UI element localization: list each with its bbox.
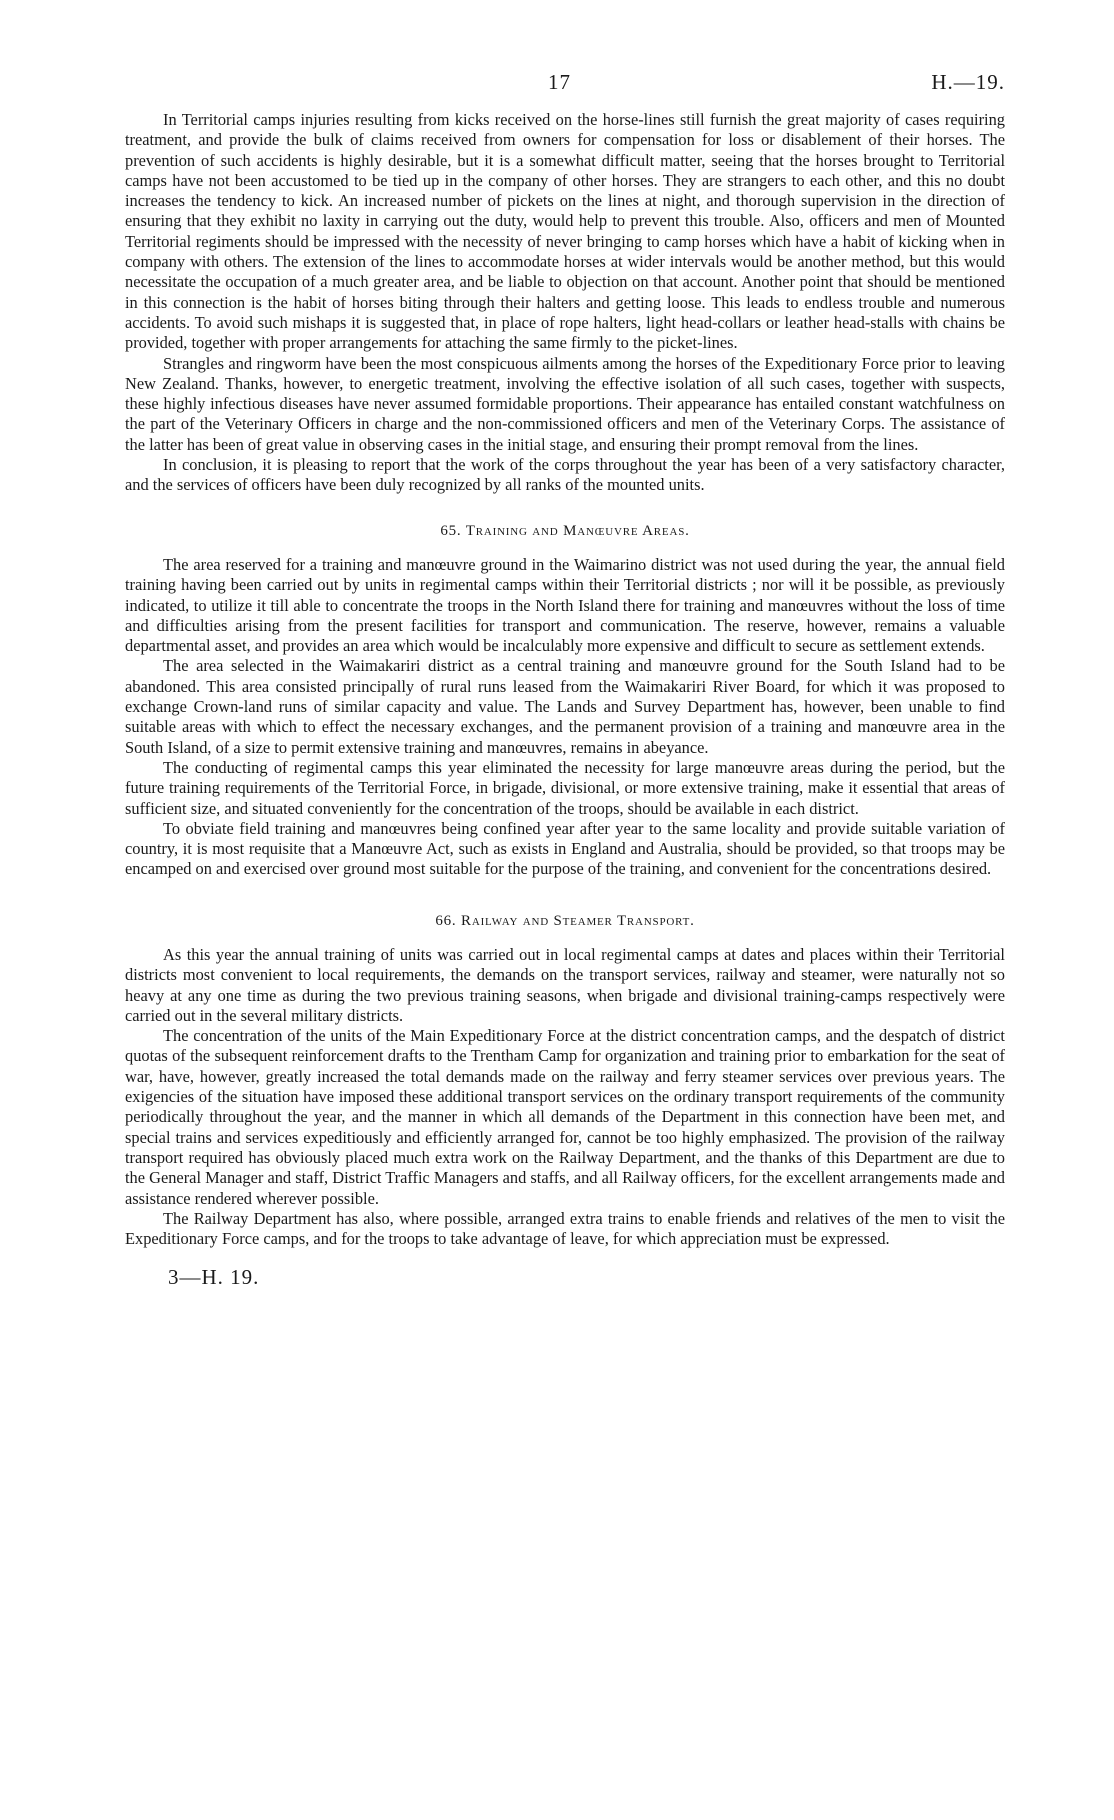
paragraph: The Railway Department has also, where possible, arranged extra trains to enable friends and relatives of the men to visit the Expeditionary Force camps, and for the troops to take advantage of leave, for which appreciation must be expressed. — [125, 1208, 1005, 1249]
intro-section — [125, 110, 1005, 496]
signature-code: 3—H. 19. — [168, 1265, 260, 1290]
paragraph: The area selected in the Waimakariri district as a central training and manœuvre ground for the South Island had to be abandoned. This area consisted principally of rural runs leased from the Waimakariri River Board, for which it was proposed to exchange Crown-land runs of similar capacity and value. The Lands and Survey Department has, however, been unable to find suitable areas with which to effect the necessary exchanges, and the permanent provision of a training and manœuvre area in the South Island, of a size to permit extensive training and manœuvres, remains in abeyance. — [125, 656, 1005, 757]
paragraph: Strangles and ringworm have been the most conspicuous ailments among the horses of the Expeditionary Force prior to leaving New Zealand. Thanks, however, to energetic treatment, involving the effective isolation of all such cases, together with suspects, these highly infectious diseases have never assumed formidable proportions. Their appearance has entailed constant watchfulness on the part of the Veterinary Officers in charge and the non-commissioned officers and men of the Veterinary Corps. The assistance of the latter has been of great value in observing cases in the initial stage, and ensuring their prompt removal from the lines. — [125, 353, 1005, 454]
document-code: H.—19. — [931, 70, 1005, 94]
paragraph: The area reserved for a training and manœuvre ground in the Waimarino district was not used during the year, the annual field training having been carried out by units in regimental camps within their Territorial districts ; nor will it be possible, as previously indicated, to utilize it till able to concentrate the troops in the North Island there for training and manœuvres without the loss of time and difficulties arising from the present facilities for transport and communication. The reserve, however, remains a valuable departmental asset, and provides an area which would be incalculably more expensive and difficult to secure as settlement extends. — [125, 554, 1005, 656]
section-66 — [125, 911, 1005, 1250]
section-65 — [125, 521, 1005, 880]
section-heading: 66. Railway and Steamer Transport. — [435, 912, 695, 929]
paragraph: In Territorial camps injuries resulting from kicks received on the horse-lines still furnish the great majority of cases requiring treatment, and provide the bulk of claims received from owners for compensation for loss or disablement of their horses. The prevention of such accidents is highly desirable, but it is a somewhat difficult matter, seeing that the horses brought to Territorial camps have not been accustomed to be tied up in the company of other horses. They are strangers to each other, and this no doubt increases the tendency to kick. An increased number of pickets on the lines at night, and thorough supervision in the direction of ensuring that they exhibit no laxity in carrying out the duty, would help to prevent this trouble. Also, officers and men of Mounted Territorial regiments should be impressed with the necessity of never bringing to camp horses which have a habit of kicking when in company with others. The extension of the lines to accommodate horses at wider intervals would be another method, but this would necessitate the occupation of a much greater area, and be liable to objection on that account. Another point that should be mentioned in this connection is the habit of horses biting through their halters and getting loose. This leads to endless trouble and numerous accidents. To avoid such mishaps it is suggested that, in place of rope halters, light head-collars or leather head-stalls with chains be provided, together with proper arrangements for attaching the same firmly to the picket-lines. — [125, 110, 1005, 353]
page-number: 17 — [548, 70, 571, 94]
paragraph: As this year the annual training of units was carried out in local regimental camps at dates and places within their Territorial districts most convenient to local requirements, the demands on the transport services, railway and steamer, were naturally not so heavy at any one time as during the two previous training seasons, when brigade and divisional training-camps respectively were carried out in the several military districts. — [125, 944, 1005, 1025]
section-heading: 65. Training and Manœuvre Areas. — [440, 522, 690, 539]
paragraph: To obviate field training and manœuvres being confined year after year to the same locality and provide suitable variation of country, it is most requisite that a Manœuvre Act, such as exists in England and Australia, should be provided, so that troops may be encamped on and exercised over ground most suitable for the purpose of the training, and convenient for the concentrations desired. — [125, 818, 1005, 879]
paragraph: The concentration of the units of the Main Expeditionary Force at the district concentration camps, and the despatch of district quotas of the subsequent reinforcement drafts to the Trentham Camp for organization and training prior to embarkation for the seat of war, have, however, greatly increased the total demands made on the railway and ferry steamer services over previous years. The exigencies of the situation have imposed these additional transport services on the ordinary transport requirements of the community periodically throughout the year, and the manner in which all demands of the Department in this connection have been met, and special trains and services expeditiously and efficiently arranged for, cannot be too highly emphasized. The provision of the railway transport required has obviously placed much extra work on the Railway Department, and the thanks of this Department are due to the General Manager and staff, District Traffic Managers and staffs, and all Railway officers, for the excellent arrangements made and assistance rendered wherever possible. — [125, 1026, 1005, 1208]
paragraph: The conducting of regimental camps this year eliminated the necessity for large manœuvre areas during the period, but the future training requirements of the Territorial Force, in brigade, divisional, or more extensive training, make it essential that areas of sufficient size, and situated conveniently for the concentration of the troops, should be available in each district. — [125, 757, 1005, 818]
paragraph: In conclusion, it is pleasing to report that the work of the corps throughout the year has been of a very satisfactory character, and the services of officers have been duly recognized by all ranks of the mounted units. — [125, 455, 1005, 495]
page-header — [125, 72, 1005, 110]
